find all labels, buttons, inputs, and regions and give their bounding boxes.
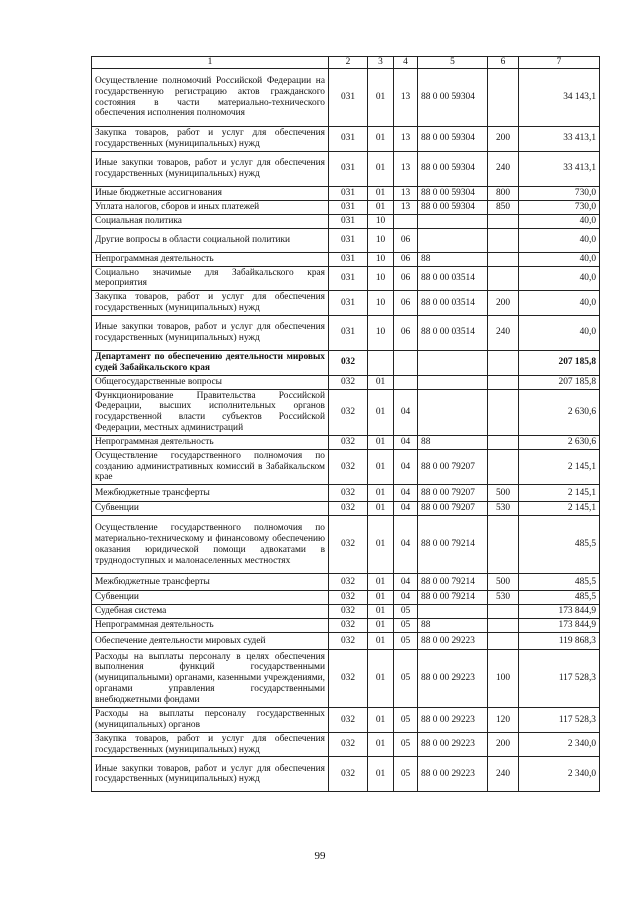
row-name-cell: Межбюджетные трансферты — [92, 485, 329, 502]
table-row — [92, 291, 600, 316]
row-name-cell: Иные закупки товаров, работ и услуг для обеспечения государственных (муниципальных) нужд — [92, 315, 329, 350]
row-name-cell: Социальная политика — [92, 214, 329, 228]
header-cell-3: 3 — [368, 57, 394, 69]
subsection-code-cell: 13 — [394, 151, 418, 186]
target-article-cell — [418, 214, 488, 228]
ministry-code-cell: 032 — [329, 591, 368, 605]
amount-cell: 2 630,6 — [519, 435, 600, 449]
target-article-cell: 88 — [418, 435, 488, 449]
amount-cell: 2 340,0 — [519, 732, 600, 757]
section-code-cell: 01 — [368, 516, 394, 574]
ministry-code-cell: 031 — [329, 127, 368, 152]
subsection-code-cell: 13 — [394, 69, 418, 127]
ministry-code-cell: 032 — [329, 435, 368, 449]
table-body — [92, 57, 600, 792]
section-code-cell: 01 — [368, 757, 394, 792]
ministry-code-cell: 031 — [329, 214, 368, 228]
ministry-code-cell: 032 — [329, 732, 368, 757]
page-number: 99 — [314, 850, 326, 862]
row-name-cell: Расходы на выплаты персоналу государственных (муниципальных) органов — [92, 708, 329, 733]
section-code-cell: 01 — [368, 186, 394, 200]
section-code-cell: 01 — [368, 485, 394, 502]
budget-table — [91, 56, 600, 792]
amount-cell: 2 145,1 — [519, 502, 600, 516]
expense-type-cell: 240 — [488, 151, 519, 186]
amount-cell: 730,0 — [519, 186, 600, 200]
ministry-code-cell: 032 — [329, 350, 368, 375]
section-code-cell: 01 — [368, 591, 394, 605]
subsection-code-cell: 04 — [394, 574, 418, 591]
row-name-cell: Закупка товаров, работ и услуг для обеспечения государственных (муниципальных) нужд — [92, 127, 329, 152]
section-code-cell: 10 — [368, 228, 394, 252]
expense-type-cell — [488, 350, 519, 375]
target-article-cell: 88 0 00 03514 — [418, 291, 488, 316]
ministry-code-cell: 032 — [329, 574, 368, 591]
section-code-cell: 10 — [368, 252, 394, 266]
ministry-code-cell: 031 — [329, 151, 368, 186]
table-row — [92, 591, 600, 605]
header-cell-1: 1 — [92, 57, 329, 69]
row-name-cell: Иные закупки товаров, работ и услуг для обеспечения государственных (муниципальных) нужд — [92, 151, 329, 186]
table-row — [92, 350, 600, 375]
section-code-cell: 10 — [368, 291, 394, 316]
section-code-cell: 01 — [368, 732, 394, 757]
expense-type-cell — [488, 266, 519, 291]
row-name-cell: Иные закупки товаров, работ и услуг для обеспечения государственных (муниципальных) нужд — [92, 757, 329, 792]
table-row — [92, 633, 600, 650]
ministry-code-cell: 031 — [329, 315, 368, 350]
target-article-cell: 88 0 00 79207 — [418, 502, 488, 516]
target-article-cell — [418, 605, 488, 619]
table-row — [92, 69, 600, 127]
expense-type-cell: 200 — [488, 732, 519, 757]
amount-cell: 119 868,3 — [519, 633, 600, 650]
section-code-cell: 10 — [368, 315, 394, 350]
section-code-cell: 10 — [368, 266, 394, 291]
ministry-code-cell: 032 — [329, 375, 368, 389]
amount-cell: 34 143,1 — [519, 69, 600, 127]
target-article-cell — [418, 350, 488, 375]
subsection-code-cell: 05 — [394, 633, 418, 650]
expense-type-cell: 100 — [488, 650, 519, 708]
subsection-code-cell: 06 — [394, 315, 418, 350]
subsection-code-cell: 13 — [394, 127, 418, 152]
amount-cell: 2 145,1 — [519, 485, 600, 502]
expense-type-cell — [488, 605, 519, 619]
section-code-cell: 01 — [368, 708, 394, 733]
table-row — [92, 127, 600, 152]
row-name-cell: Уплата налогов, сборов и иных платежей — [92, 200, 329, 214]
row-name-cell: Функционирование Правительства Российской Федерации, высших исполнительных органов государственной власти субъектов Российской Федерации, местных администраций — [92, 389, 329, 435]
expense-type-cell: 240 — [488, 315, 519, 350]
section-code-cell: 01 — [368, 127, 394, 152]
table-row — [92, 389, 600, 435]
amount-cell: 485,5 — [519, 516, 600, 574]
table-row — [92, 186, 600, 200]
header-cell-4: 4 — [394, 57, 418, 69]
ministry-code-cell: 031 — [329, 200, 368, 214]
table-row — [92, 151, 600, 186]
row-name-cell: Осуществление государственного полномочия по созданию административных комиссий в Забайкальском крае — [92, 449, 329, 484]
target-article-cell — [418, 375, 488, 389]
header-cell-5: 5 — [418, 57, 488, 69]
amount-cell: 33 413,1 — [519, 127, 600, 152]
ministry-code-cell: 032 — [329, 485, 368, 502]
ministry-code-cell: 031 — [329, 266, 368, 291]
subsection-code-cell: 04 — [394, 485, 418, 502]
section-code-cell: 01 — [368, 449, 394, 484]
section-code-cell: 10 — [368, 214, 394, 228]
expense-type-cell — [488, 516, 519, 574]
amount-cell: 173 844,9 — [519, 619, 600, 633]
amount-cell: 207 185,8 — [519, 375, 600, 389]
amount-cell: 40,0 — [519, 214, 600, 228]
table-row — [92, 619, 600, 633]
target-article-cell: 88 0 00 79207 — [418, 485, 488, 502]
table-row — [92, 757, 600, 792]
table-row — [92, 732, 600, 757]
expense-type-cell: 500 — [488, 574, 519, 591]
table-row — [92, 605, 600, 619]
ministry-code-cell: 031 — [329, 186, 368, 200]
table-row — [92, 574, 600, 591]
target-article-cell: 88 0 00 29223 — [418, 732, 488, 757]
section-code-cell: 01 — [368, 200, 394, 214]
row-name-cell: Департамент по обеспечению деятельности мировых судей Забайкальского края — [92, 350, 329, 375]
subsection-code-cell: 06 — [394, 291, 418, 316]
ministry-code-cell: 032 — [329, 502, 368, 516]
table-row — [92, 266, 600, 291]
target-article-cell: 88 0 00 29223 — [418, 650, 488, 708]
row-name-cell: Обеспечение деятельности мировых судей — [92, 633, 329, 650]
expense-type-cell — [488, 633, 519, 650]
subsection-code-cell: 05 — [394, 732, 418, 757]
target-article-cell: 88 0 00 79214 — [418, 591, 488, 605]
subsection-code-cell: 04 — [394, 435, 418, 449]
row-name-cell: Непрограммная деятельность — [92, 619, 329, 633]
ministry-code-cell: 031 — [329, 228, 368, 252]
section-code-cell: 01 — [368, 574, 394, 591]
row-name-cell: Непрограммная деятельность — [92, 252, 329, 266]
subsection-code-cell: 05 — [394, 605, 418, 619]
ministry-code-cell: 031 — [329, 69, 368, 127]
section-code-cell: 01 — [368, 151, 394, 186]
row-name-cell: Общегосударственные вопросы — [92, 375, 329, 389]
amount-cell: 485,5 — [519, 574, 600, 591]
expense-type-cell: 800 — [488, 186, 519, 200]
expense-type-cell — [488, 69, 519, 127]
row-name-cell: Осуществление государственного полномочия по материально-техническому и финансовому обеспечению оказания юридической помощи адвокатами в труднодоступных и малонаселенных местностях — [92, 516, 329, 574]
table-row — [92, 315, 600, 350]
table-row — [92, 435, 600, 449]
table-row — [92, 708, 600, 733]
ministry-code-cell: 032 — [329, 619, 368, 633]
section-code-cell: 01 — [368, 502, 394, 516]
subsection-code-cell: 06 — [394, 228, 418, 252]
subsection-code-cell: 06 — [394, 266, 418, 291]
amount-cell: 40,0 — [519, 252, 600, 266]
expense-type-cell — [488, 435, 519, 449]
ministry-code-cell: 032 — [329, 633, 368, 650]
subsection-code-cell: 13 — [394, 186, 418, 200]
subsection-code-cell — [394, 214, 418, 228]
expense-type-cell — [488, 375, 519, 389]
row-name-cell: Закупка товаров, работ и услуг для обеспечения государственных (муниципальных) нужд — [92, 291, 329, 316]
expense-type-cell — [488, 228, 519, 252]
header-cell-7: 7 — [519, 57, 600, 69]
amount-cell: 2 340,0 — [519, 757, 600, 792]
amount-cell: 117 528,3 — [519, 650, 600, 708]
row-name-cell: Непрограммная деятельность — [92, 435, 329, 449]
section-code-cell: 01 — [368, 375, 394, 389]
expense-type-cell — [488, 252, 519, 266]
amount-cell: 40,0 — [519, 266, 600, 291]
section-code-cell: 01 — [368, 389, 394, 435]
table-row — [92, 214, 600, 228]
ministry-code-cell: 032 — [329, 449, 368, 484]
target-article-cell: 88 0 00 79214 — [418, 516, 488, 574]
amount-cell: 2 630,6 — [519, 389, 600, 435]
table-row — [92, 449, 600, 484]
subsection-code-cell: 05 — [394, 619, 418, 633]
expense-type-cell — [488, 619, 519, 633]
target-article-cell: 88 0 00 79207 — [418, 449, 488, 484]
table-row — [92, 516, 600, 574]
row-name-cell: Расходы на выплаты персоналу в целях обеспечения выполнения функций государственными (муниципальными) органами, казенными учреждениями, органами управления государственными внебюджетными фондами — [92, 650, 329, 708]
expense-type-cell: 240 — [488, 757, 519, 792]
amount-cell: 33 413,1 — [519, 151, 600, 186]
section-code-cell: 01 — [368, 633, 394, 650]
amount-cell: 40,0 — [519, 291, 600, 316]
target-article-cell: 88 0 00 59304 — [418, 186, 488, 200]
expense-type-cell: 500 — [488, 485, 519, 502]
ministry-code-cell: 032 — [329, 708, 368, 733]
expense-type-cell — [488, 449, 519, 484]
ministry-code-cell: 032 — [329, 516, 368, 574]
table-row — [92, 200, 600, 214]
target-article-cell — [418, 389, 488, 435]
target-article-cell: 88 0 00 59304 — [418, 69, 488, 127]
amount-cell: 730,0 — [519, 200, 600, 214]
target-article-cell: 88 0 00 59304 — [418, 200, 488, 214]
subsection-code-cell: 04 — [394, 591, 418, 605]
target-article-cell: 88 0 00 29223 — [418, 757, 488, 792]
target-article-cell: 88 0 00 29223 — [418, 633, 488, 650]
header-cell-6: 6 — [488, 57, 519, 69]
ministry-code-cell: 032 — [329, 650, 368, 708]
table-row — [92, 485, 600, 502]
subsection-code-cell: 05 — [394, 757, 418, 792]
subsection-code-cell: 04 — [394, 502, 418, 516]
amount-cell: 2 145,1 — [519, 449, 600, 484]
row-name-cell: Субвенции — [92, 502, 329, 516]
section-code-cell: 01 — [368, 650, 394, 708]
section-code-cell: 01 — [368, 619, 394, 633]
target-article-cell: 88 0 00 29223 — [418, 708, 488, 733]
target-article-cell: 88 0 00 79214 — [418, 574, 488, 591]
table-row — [92, 228, 600, 252]
target-article-cell — [418, 228, 488, 252]
target-article-cell: 88 0 00 59304 — [418, 151, 488, 186]
row-name-cell: Социально значимые для Забайкальского края мероприятия — [92, 266, 329, 291]
subsection-code-cell: 05 — [394, 650, 418, 708]
expense-type-cell — [488, 214, 519, 228]
target-article-cell: 88 — [418, 619, 488, 633]
section-code-cell: 01 — [368, 605, 394, 619]
table-row — [92, 375, 600, 389]
table-row — [92, 650, 600, 708]
row-name-cell: Субвенции — [92, 591, 329, 605]
table-row — [92, 252, 600, 266]
ministry-code-cell: 032 — [329, 757, 368, 792]
amount-cell: 207 185,8 — [519, 350, 600, 375]
row-name-cell: Межбюджетные трансферты — [92, 574, 329, 591]
amount-cell: 40,0 — [519, 228, 600, 252]
target-article-cell: 88 0 00 03514 — [418, 315, 488, 350]
table-header-row — [92, 57, 600, 69]
expense-type-cell: 120 — [488, 708, 519, 733]
ministry-code-cell: 031 — [329, 291, 368, 316]
ministry-code-cell: 032 — [329, 605, 368, 619]
table-row — [92, 502, 600, 516]
row-name-cell: Другие вопросы в области социальной политики — [92, 228, 329, 252]
row-name-cell: Осуществление полномочий Российской Федерации на государственную регистрацию актов гражданского состояния в части материально-технического обеспечения исполнения полномочия — [92, 69, 329, 127]
section-code-cell: 01 — [368, 435, 394, 449]
ministry-code-cell: 031 — [329, 252, 368, 266]
subsection-code-cell: 05 — [394, 708, 418, 733]
amount-cell: 173 844,9 — [519, 605, 600, 619]
subsection-code-cell: 06 — [394, 252, 418, 266]
amount-cell: 485,5 — [519, 591, 600, 605]
expense-type-cell: 530 — [488, 591, 519, 605]
expense-type-cell: 200 — [488, 291, 519, 316]
subsection-code-cell — [394, 375, 418, 389]
subsection-code-cell: 04 — [394, 389, 418, 435]
subsection-code-cell: 04 — [394, 449, 418, 484]
target-article-cell: 88 0 00 59304 — [418, 127, 488, 152]
subsection-code-cell: 04 — [394, 516, 418, 574]
target-article-cell: 88 0 00 03514 — [418, 266, 488, 291]
expense-type-cell — [488, 389, 519, 435]
row-name-cell: Иные бюджетные ассигнования — [92, 186, 329, 200]
header-cell-2: 2 — [329, 57, 368, 69]
expense-type-cell: 200 — [488, 127, 519, 152]
amount-cell: 117 528,3 — [519, 708, 600, 733]
amount-cell: 40,0 — [519, 315, 600, 350]
expense-type-cell: 850 — [488, 200, 519, 214]
section-code-cell: 01 — [368, 69, 394, 127]
section-code-cell — [368, 350, 394, 375]
expense-type-cell: 530 — [488, 502, 519, 516]
row-name-cell: Закупка товаров, работ и услуг для обеспечения государственных (муниципальных) нужд — [92, 732, 329, 757]
subsection-code-cell: 13 — [394, 200, 418, 214]
row-name-cell: Судебная система — [92, 605, 329, 619]
ministry-code-cell: 032 — [329, 389, 368, 435]
subsection-code-cell — [394, 350, 418, 375]
target-article-cell: 88 — [418, 252, 488, 266]
